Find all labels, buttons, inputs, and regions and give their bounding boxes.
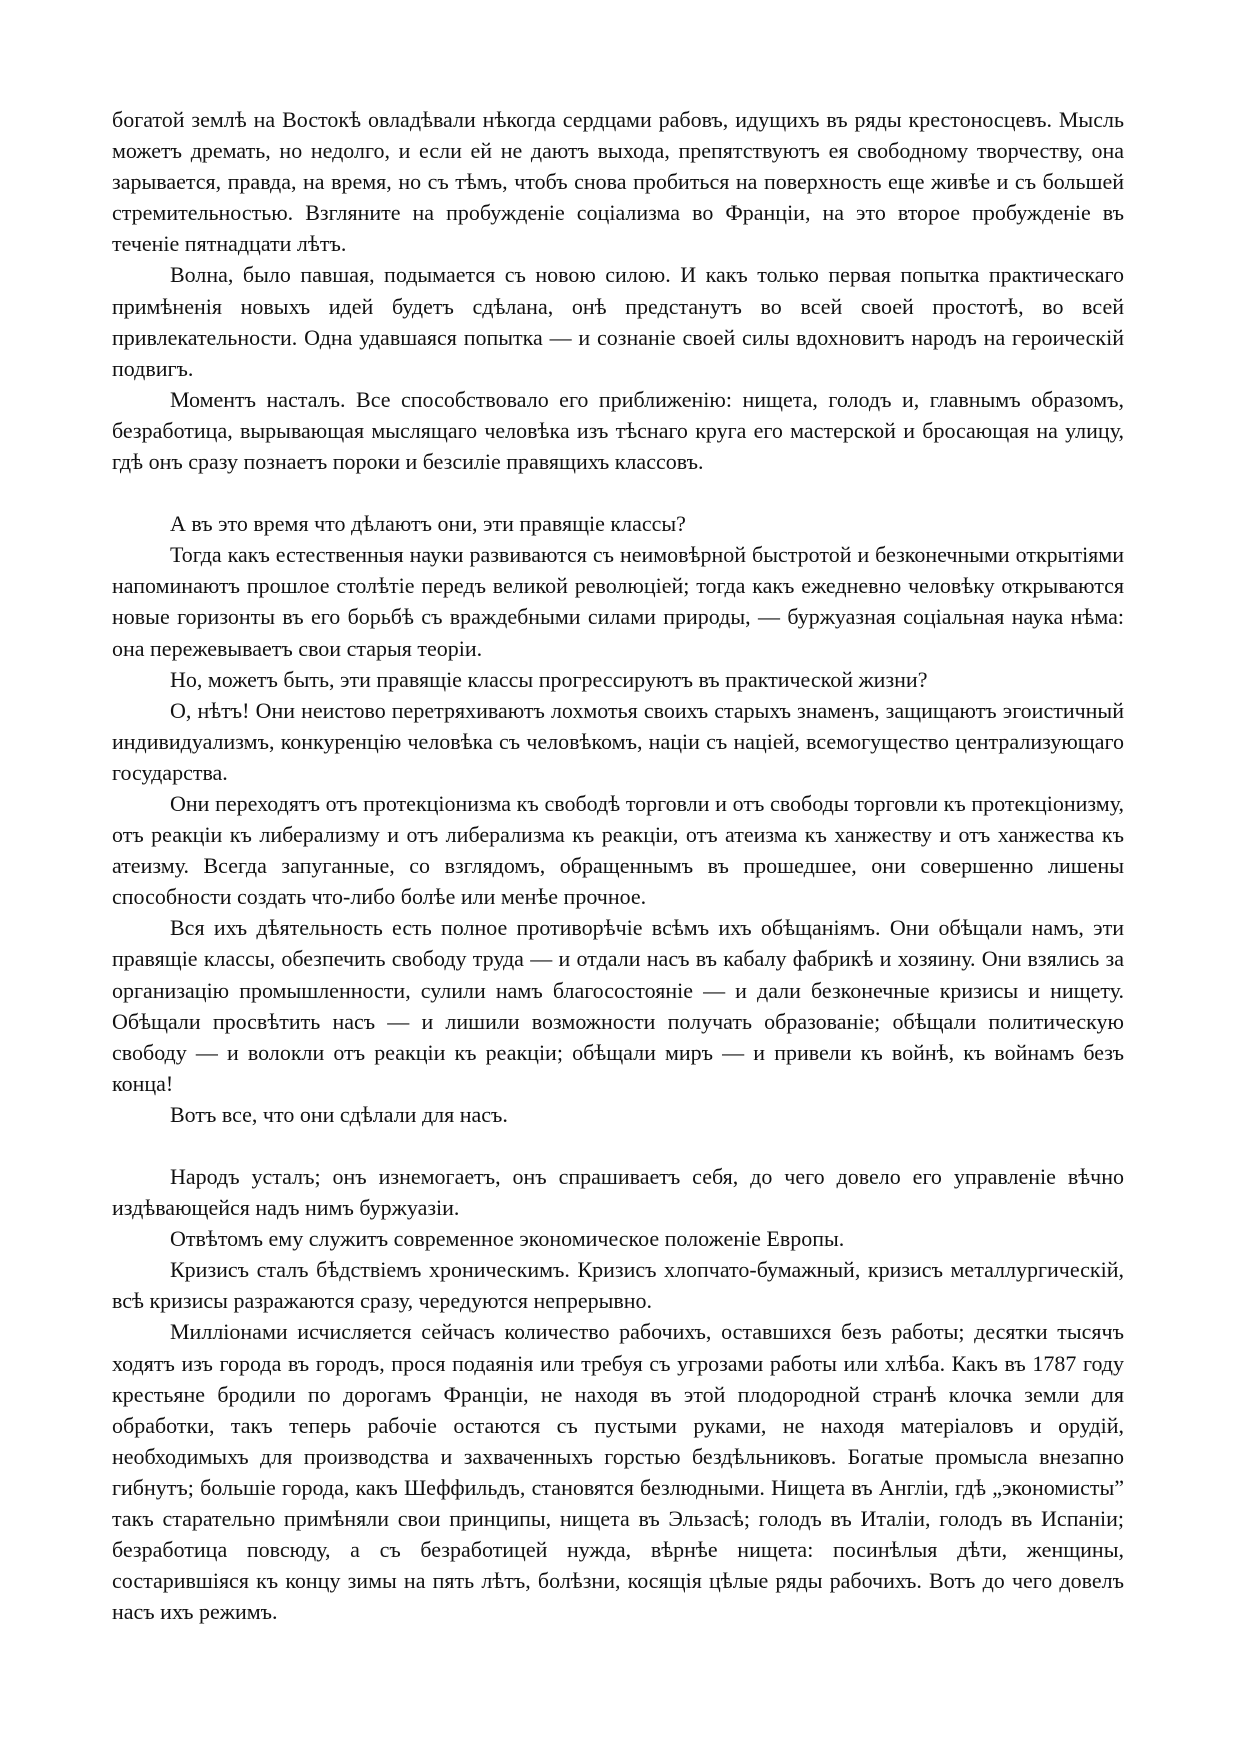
- paragraph-7: О, нѣтъ! Они неистово перетряхиваютъ лохмотья своихъ старыхъ знаменъ, защищаютъ эгоистичный индивидуализмъ, конкуренцію человѣка съ человѣкомъ, націи съ націей, всемогущество централизующаго государства.: [112, 697, 1124, 785]
- paragraph-1: богатой землѣ на Востокѣ овладѣвали нѣкогда сердцами рабовъ, идущихъ въ ряды крестоносцевъ. Мысль можетъ дремать, но недолго, и если ей не даютъ выхода, препятствуютъ ея свободному творчеству, она зарывается, правда, на время, но съ тѣмъ, чтобъ снова пробиться на поверхность еще живѣе и съ большей стремительностью. Взгляните на пробужденіе соціализма во Франціи, на это второе пробужденіе въ теченіе пятнадцати лѣтъ.: [112, 107, 1124, 257]
- paragraph-2: Волна, было павшая, подымается съ новою силою. И какъ только первая попытка практическаго примѣненія новыхъ идей будетъ сдѣлана, онѣ предстанутъ во всей своей простотѣ, во всей привлекательности. Одна удавшаяся попытка — и сознаніе своей силы вдохновитъ народъ на героическій подвигъ.: [112, 262, 1124, 381]
- paragraph-9: Вся ихъ дѣятельность есть полное противорѣчіе всѣмъ ихъ обѣщаніямъ. Они обѣщали намъ, эти правящіе классы, обезпечить свободу труда — и отдали насъ въ кабалу фабрикѣ и хозяину. Они взялись за организацію промышленности, сулили намъ благосостояніе — и дали безконечные кризисы и нищету. Обѣщали просвѣтить насъ — и лишили возможности получать образованіе; обѣщали политическую свободу — и волокли отъ реакціи къ реакціи; обѣщали миръ — и привели къ войнѣ, къ войнамъ безъ конца!: [112, 915, 1124, 1096]
- paragraph-12: Отвѣтомъ ему служитъ современное экономическое положеніе Европы.: [170, 1226, 845, 1252]
- paragraph-5: Тогда какъ естественныя науки развиваются съ неимовѣрной быстротой и безконечными открытіями напоминаютъ прошлое столѣтіе передъ великой революціей; тогда какъ ежедневно человѣку открываются новые горизонты въ его борьбѣ съ враждебными силами природы, — буржуазная соціальная наука нѣма: она пережевываетъ свои старыя теоріи.: [112, 542, 1124, 661]
- paragraph-6: Но, можетъ быть, эти правящіе классы прогрессируютъ въ практической жизни?: [170, 666, 928, 692]
- paragraph-4: А въ это время что дѣлаютъ они, эти правящіе классы?: [170, 511, 686, 537]
- paragraph-13: Кризисъ сталъ бѣдствіемъ хроническимъ. Кризисъ хлопчато-бумажный, кризисъ металлургическій, всѣ кризисы разражаются сразу, чередуются непрерывно.: [112, 1257, 1124, 1314]
- paragraph-8: Они переходятъ отъ протекціонизма къ свободѣ торговли и отъ свободы торговли къ протекціонизму, отъ реакціи къ либерализму и отъ либерализма къ реакціи, отъ атеизма къ ханжеству и отъ ханжества къ атеизму. Всегда запуганные, со взглядомъ, обращеннымъ въ прошедшее, они совершенно лишены способности создать что-либо болѣе или менѣе прочное.: [112, 790, 1124, 910]
- paragraph-10: Вотъ все, что они сдѣлали для насъ.: [170, 1101, 508, 1127]
- paragraph-11: Народъ усталъ; онъ изнемогаетъ, онъ спрашиваетъ себя, до чего довело его управленіе вѣчно издѣвающейся надъ нимъ буржуазіи.: [112, 1164, 1124, 1221]
- paragraph-3: Моментъ насталъ. Все способствовало его приближенію: нищета, голодъ и, главнымъ образомъ, безработица, вырывающая мыслящаго человѣка изъ тѣснаго круга его мастерской и бросающая на улицу, гдѣ онъ сразу познаетъ пороки и безсиліе правящихъ классовъ.: [112, 386, 1124, 475]
- paragraph-14: Милліонами исчисляется сейчасъ количество рабочихъ, оставшихся безъ работы; десятки тысячъ ходятъ изъ города въ городъ, прося подаянія или требуя съ угрозами работы или хлѣба. Какъ въ 1787 году крестьяне бродили по дорогамъ Франціи, не находя въ этой плодородной странѣ клочка земли для обработки, такъ теперь рабочіе остаются съ пустыми руками, не находя матеріаловъ и орудій, необходимыхъ для производства и захваченныхъ горстью бездѣльниковъ. Богатые промысла внезапно гибнутъ; большіе города, какъ Шеффильдъ, становятся безлюдными. Нищета въ Англіи, гдѣ „экономисты” такъ старательно примѣняли свои принципы, нищета въ Эльзасѣ; голодъ въ Италіи, голодъ въ Испаніи; безработица повсюду, а съ безработицей нужда, вѣрнѣе нищета: посинѣлыя дѣти, женщины, состарившіяся къ концу зимы на пять лѣтъ, болѣзни, косящія цѣлые ряды рабочихъ. Вотъ до чего довелъ насъ ихъ режимъ.: [112, 1319, 1124, 1625]
